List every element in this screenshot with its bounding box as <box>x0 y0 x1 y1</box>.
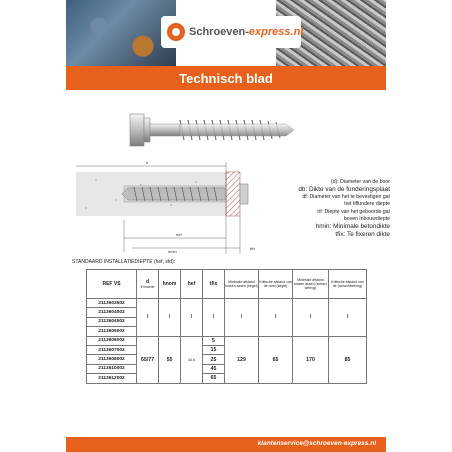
table-row: 2113604502 <box>87 317 367 326</box>
legend-line: db: Dikte van de funderingsplaat <box>298 186 390 194</box>
table-header-row <box>87 270 367 299</box>
dim-h: h <box>146 160 149 165</box>
col-tfix: tfix <box>203 270 225 299</box>
logo-icon <box>167 23 185 41</box>
legend-line: hf: Diepte van het geboorde gat <box>317 208 390 215</box>
spec-table <box>86 269 367 384</box>
legend-line: (d): Diameter van de boor <box>330 179 390 185</box>
table-row: 2113612002 65 <box>87 374 367 383</box>
screw-illustration <box>126 108 326 152</box>
col-min-spacing-shaft: Minimale afstand tussen assen (schacr wering) <box>293 270 329 299</box>
table-row: 2113603502 / / / / / / / / <box>87 299 367 308</box>
datasheet-page <box>66 0 390 452</box>
legend-line: boven inbouwdiepte <box>343 216 390 223</box>
table-row: 2113605002 <box>87 327 367 336</box>
col-min-spacing: Minimale afstand tussen assen (kegel) <box>225 270 259 299</box>
col-crit-edge: Kritische afstand van de rand (kegel) <box>259 270 293 299</box>
brand-logo[interactable] <box>161 16 304 48</box>
dimension-legend <box>270 179 390 238</box>
installation-diagram <box>76 160 266 256</box>
col-d: d tf boorde <box>137 270 159 299</box>
support-email-link[interactable]: klantenservice@schroeven-express.nl <box>257 440 376 447</box>
col-hnom: hnom <box>159 270 181 299</box>
hero-banner <box>66 0 386 66</box>
table-caption: STANDAARD INSTALLATIEDIEPTE (hef, std): <box>72 259 176 265</box>
title-banner <box>66 66 386 90</box>
table-row: 2113610002 45 <box>87 364 367 373</box>
legend-line: df: Diameter van het te bevestigen gat <box>302 193 390 200</box>
footer-bar <box>66 437 386 452</box>
table-row: 2113606002 65/77 55 44.6 5 129 65 170 85 <box>87 336 367 345</box>
col-ref: REF VS <box>87 270 137 299</box>
dim-hef: hef <box>176 232 182 237</box>
col-crit-edge-shaft: Kritische afstand van de (schachtwering) <box>329 270 367 299</box>
dim-hmin: hmin <box>168 249 177 254</box>
tools-photo <box>66 0 176 66</box>
legend-line: tfix: Te fixeren dikte <box>335 230 390 238</box>
table-row: 2113607002 15 <box>87 345 367 354</box>
table-row: 2113604002 <box>87 308 367 317</box>
table-row: 2113608002 25 <box>87 355 367 364</box>
legend-line: het tiffundere diepte <box>344 201 390 208</box>
col-hef: hef <box>181 270 203 299</box>
brand-name: Schroeven-express.nl <box>189 26 304 38</box>
dim-tfix: tfix <box>250 246 256 251</box>
page-title: Technisch blad <box>179 70 273 86</box>
ref-cell: 2113603502 <box>87 299 137 308</box>
legend-line: hmin: Minimale betondikte <box>315 223 390 231</box>
